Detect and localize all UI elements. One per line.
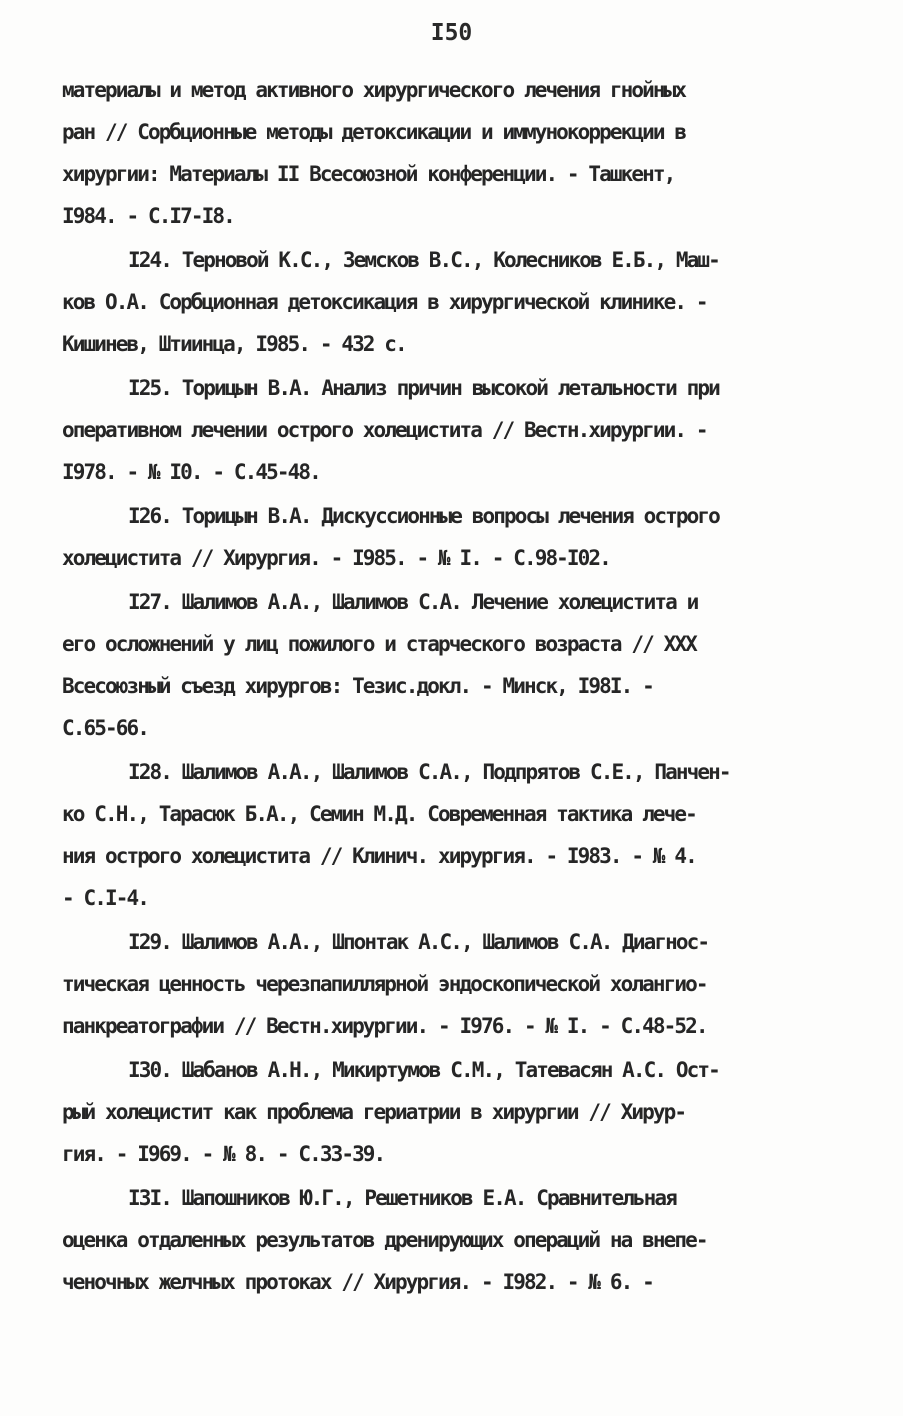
reference-line: - С.I-4. bbox=[62, 886, 148, 910]
reference-line: I29. Шалимов А.А., Шпонтак А.С., Шалимов С.А. Диагнос- bbox=[128, 930, 709, 954]
reference-line: I3I. Шапошников Ю.Г., Решетников Е.А. Сравнительная bbox=[128, 1186, 676, 1210]
reference-line: Кишинев, Штиинца, I985. - 432 с. bbox=[62, 332, 406, 356]
reference-line: I30. Шабанов А.Н., Микиртумов С.М., Татевасян А.С. Ост- bbox=[128, 1058, 719, 1082]
reference-entry-129 bbox=[62, 921, 852, 1047]
reference-line: оперативном лечении острого холецистита // Вестн.хирургии. - bbox=[62, 418, 707, 442]
reference-line: С.65-66. bbox=[62, 716, 148, 740]
reference-line: ков О.А. Сорбционная детоксикация в хирургической клинике. - bbox=[62, 290, 707, 314]
reference-line: холецистита // Хирургия. - I985. - № I. - С.98-I02. bbox=[62, 546, 610, 570]
reference-line: I28. Шалимов А.А., Шалимов С.А., Подпрятов С.Е., Панчен- bbox=[128, 760, 730, 784]
reference-entry-128 bbox=[62, 751, 852, 919]
reference-line: ран // Сорбционные методы детоксикации и иммунокоррекции в bbox=[62, 120, 686, 144]
reference-list bbox=[62, 69, 852, 1303]
reference-line: материалы и метод активного хирургического лечения гнойных bbox=[62, 78, 686, 102]
page-number: I50 bbox=[430, 20, 473, 46]
reference-entry-125 bbox=[62, 367, 852, 493]
reference-line: рый холецистит как проблема гериатрии в хирургии // Хирур- bbox=[62, 1100, 686, 1124]
reference-line: I978. - № I0. - С.45-48. bbox=[62, 460, 320, 484]
reference-entry-124 bbox=[62, 239, 852, 365]
reference-line: тическая ценность черезпапиллярной эндоскопической холангио- bbox=[62, 972, 707, 996]
reference-line: I27. Шалимов А.А., Шалимов С.А. Лечение холецистита и bbox=[128, 590, 698, 614]
reference-line: панкреатографии // Вестн.хирургии. - I976. - № I. - С.48-52. bbox=[62, 1014, 707, 1038]
reference-line: оценка отдаленных результатов дренирующих операций на внепе- bbox=[62, 1228, 707, 1252]
reference-line: его осложнений у лиц пожилого и старческого возраста // XXX bbox=[62, 632, 696, 656]
reference-entry-130 bbox=[62, 1049, 852, 1175]
reference-entry-126 bbox=[62, 495, 852, 579]
reference-line: ченочных желчных протоках // Хирургия. - I982. - № 6. - bbox=[62, 1270, 653, 1294]
reference-line: I25. Торицын В.А. Анализ причин высокой летальности при bbox=[128, 376, 719, 400]
reference-line: ния острого холецистита // Клинич. хирургия. - I983. - № 4. bbox=[62, 844, 696, 868]
reference-line: I24. Терновой К.С., Земсков В.С., Колесников Е.Б., Маш- bbox=[128, 248, 719, 272]
reference-line: гия. - I969. - № 8. - С.33-39. bbox=[62, 1142, 385, 1166]
reference-line: Всесоюзный съезд хирургов: Тезис.докл. - Минск, I98I. - bbox=[62, 674, 653, 698]
reference-entry-131 bbox=[62, 1177, 852, 1303]
reference-line: хирургии: Материалы II Всесоюзной конференции. - Ташкент, bbox=[62, 162, 675, 186]
reference-entry-127 bbox=[62, 581, 852, 749]
reference-line: I984. - С.I7-I8. bbox=[62, 204, 234, 228]
reference-line: ко С.Н., Тарасюк Б.А., Семин М.Д. Современная тактика лече- bbox=[62, 802, 696, 826]
reference-entry-continuation bbox=[62, 69, 852, 237]
reference-line: I26. Торицын В.А. Дискуссионные вопросы лечения острого bbox=[128, 504, 719, 528]
